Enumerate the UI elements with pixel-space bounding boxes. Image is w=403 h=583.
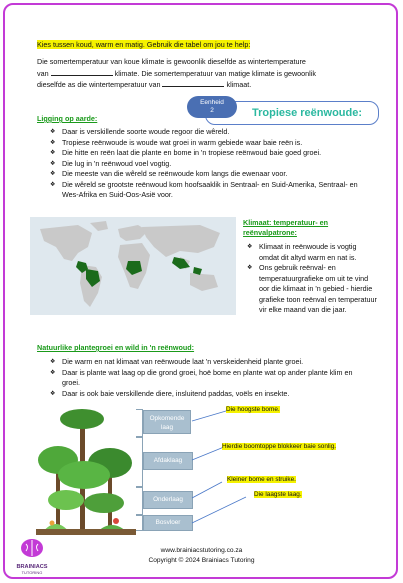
intro-paragraph: Die somertemperatuur van koue klimate is gewoonlik dieselfde as wintertemperature van klimate. Die somertemperatuur van matige klimate is gewoonlik dieselfde as die wintertemperatuur van klimaat. [37,57,316,89]
logo-text: BRAINIACS [16,564,48,570]
list-item: ❖ Daar is plante wat laag op die grond groei, hoë bome en plante wat op ander plante klim en groei. [50,368,370,389]
list-item: ❖ Daar is verskillende soorte woude regoor die wêreld. [50,127,370,138]
list-item: ❖ Die lug in 'n reënwoud voel vogtig. [50,159,370,170]
blank-1[interactable] [51,68,113,76]
climate-list [247,242,377,316]
brainiacs-logo [14,537,50,575]
layer-understory: Onderlaag [143,491,193,509]
list-item: ❖ Tropiese reënwoude is woude wat groei in warm gebiede waar baie reën is. [50,138,370,149]
intro-heading: Kies tussen koud, warm en matig. Gebruik die tabel om jou te help: [37,40,251,49]
location-heading: Ligging op aarde: [37,114,98,123]
list-item: ❖ Die hitte en reën laat die plante en bome in 'n tropiese reënwoud baie goed groei. [50,148,370,159]
brace-emergent [136,409,143,437]
brain-icon [14,537,50,559]
list-item: ❖ Ons gebruik reënval- en temperatuurgrafieke om uit te vind oor die klimaat in 'n gebied - hierdie grafieke toon reënval en temperatuur vir elke maand van die jaar. [247,263,377,316]
layer-canopy: Afdaklaag [143,452,193,470]
unit-title: Tropiese reënwoude: [251,107,363,119]
list-item: ❖ Die meeste van die wêreld se reënwoude kom langs die ewenaar voor. [50,169,370,180]
layer-floor: Bosvloer [143,515,193,531]
blank-2[interactable] [162,79,224,87]
note-floor: Die laagste laag. [254,491,302,498]
list-item: ❖ Daar is ook baie verskillende diere, insluitend paddas, voëls en insekte. [50,389,370,400]
connector-lines [190,405,260,530]
plants-heading: Natuurlike plantegroei en wild in 'n reënwoud: [37,343,195,352]
list-item: ❖ Die wêreld se grootste reënwoud kom hoofsaaklik in Sentraal- en Suid-Amerika, Sentraal- en Wes-Afrika en Suid-Oos-Asië voor. [50,180,370,201]
layer-emergent: Opkomende laag [143,410,191,434]
footer-website: www.brainiacstutoring.co.za [160,547,243,554]
brace-floor [136,515,143,531]
list-item: ❖ Die warm en nat klimaat van reënwoude laat 'n verskeidenheid plante groei. [50,357,370,368]
list-item: ❖ Klimaat in reënwoude is vogtig omdat dit altyd warm en nat is. [247,242,377,263]
location-list [50,127,370,201]
note-canopy: Hierdie boomtoppe blokkeer baie sonlig. [222,443,337,450]
unit-badge: Eenheid 2 [187,96,237,118]
note-emergent: Die hoogste bome. [226,406,280,413]
rainforest-illustration [36,405,136,535]
logo-sub: TUTORING [21,570,43,575]
world-rainforest-map [30,217,236,315]
brace-canopy [136,437,143,487]
brace-understory [136,487,143,515]
note-understory: Kleiner bome en struike. [227,476,296,483]
plants-list [50,357,370,399]
climate-heading: Klimaat: temperatuur- en reënvalpatrone: [243,218,329,237]
footer-copyright: Copyright © 2024 Brainiacs Tutoring [148,557,255,564]
